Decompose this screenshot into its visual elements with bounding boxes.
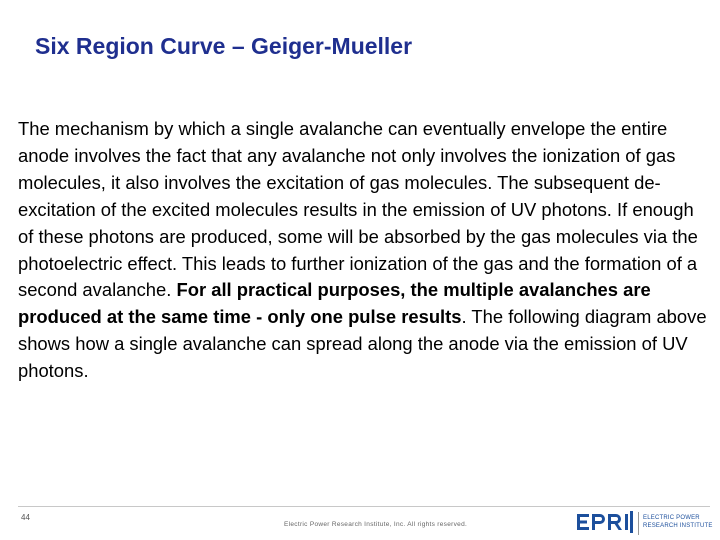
- slide-title: Six Region Curve – Geiger-Mueller: [35, 33, 413, 59]
- body-paragraph: [18, 116, 710, 385]
- copyright-notice: Electric Power Research Institute, Inc. All rights reserved.: [284, 521, 468, 528]
- logo-line-2: RESEARCH INSTITUTE: [643, 523, 713, 529]
- logo-divider: [638, 512, 639, 535]
- epri-logo-mark: [577, 511, 635, 533]
- body-text-intro: The mechanism by which a single avalanche can eventually envelope the entire anode involves the fact that any avalanche not only involves the ionization of gas molecules, it also involves the excitation of gas molecules. The subsequent de-excitation of the excited molecules results in the emission of UV photons. If enough of these photons are produced, some will be absorbed by the gas molecules via the photoelectric effect. This leads to further ionization of the gas and the formation of a second avalanche.: [18, 118, 698, 301]
- body-text-emphasis: For all practical purposes, the multiple avalanches are produced at the same time - only one pulse results: [18, 279, 651, 328]
- epri-logo-text: [643, 514, 713, 530]
- epri-logo: [577, 511, 717, 537]
- page-number: 44: [21, 513, 30, 522]
- logo-line-1: ELECTRIC POWER: [643, 515, 700, 521]
- body-text-conclusion: . The following diagram above shows how a single avalanche can spread along the anode via the emission of UV photons.: [18, 306, 707, 382]
- footer-divider: [18, 506, 710, 507]
